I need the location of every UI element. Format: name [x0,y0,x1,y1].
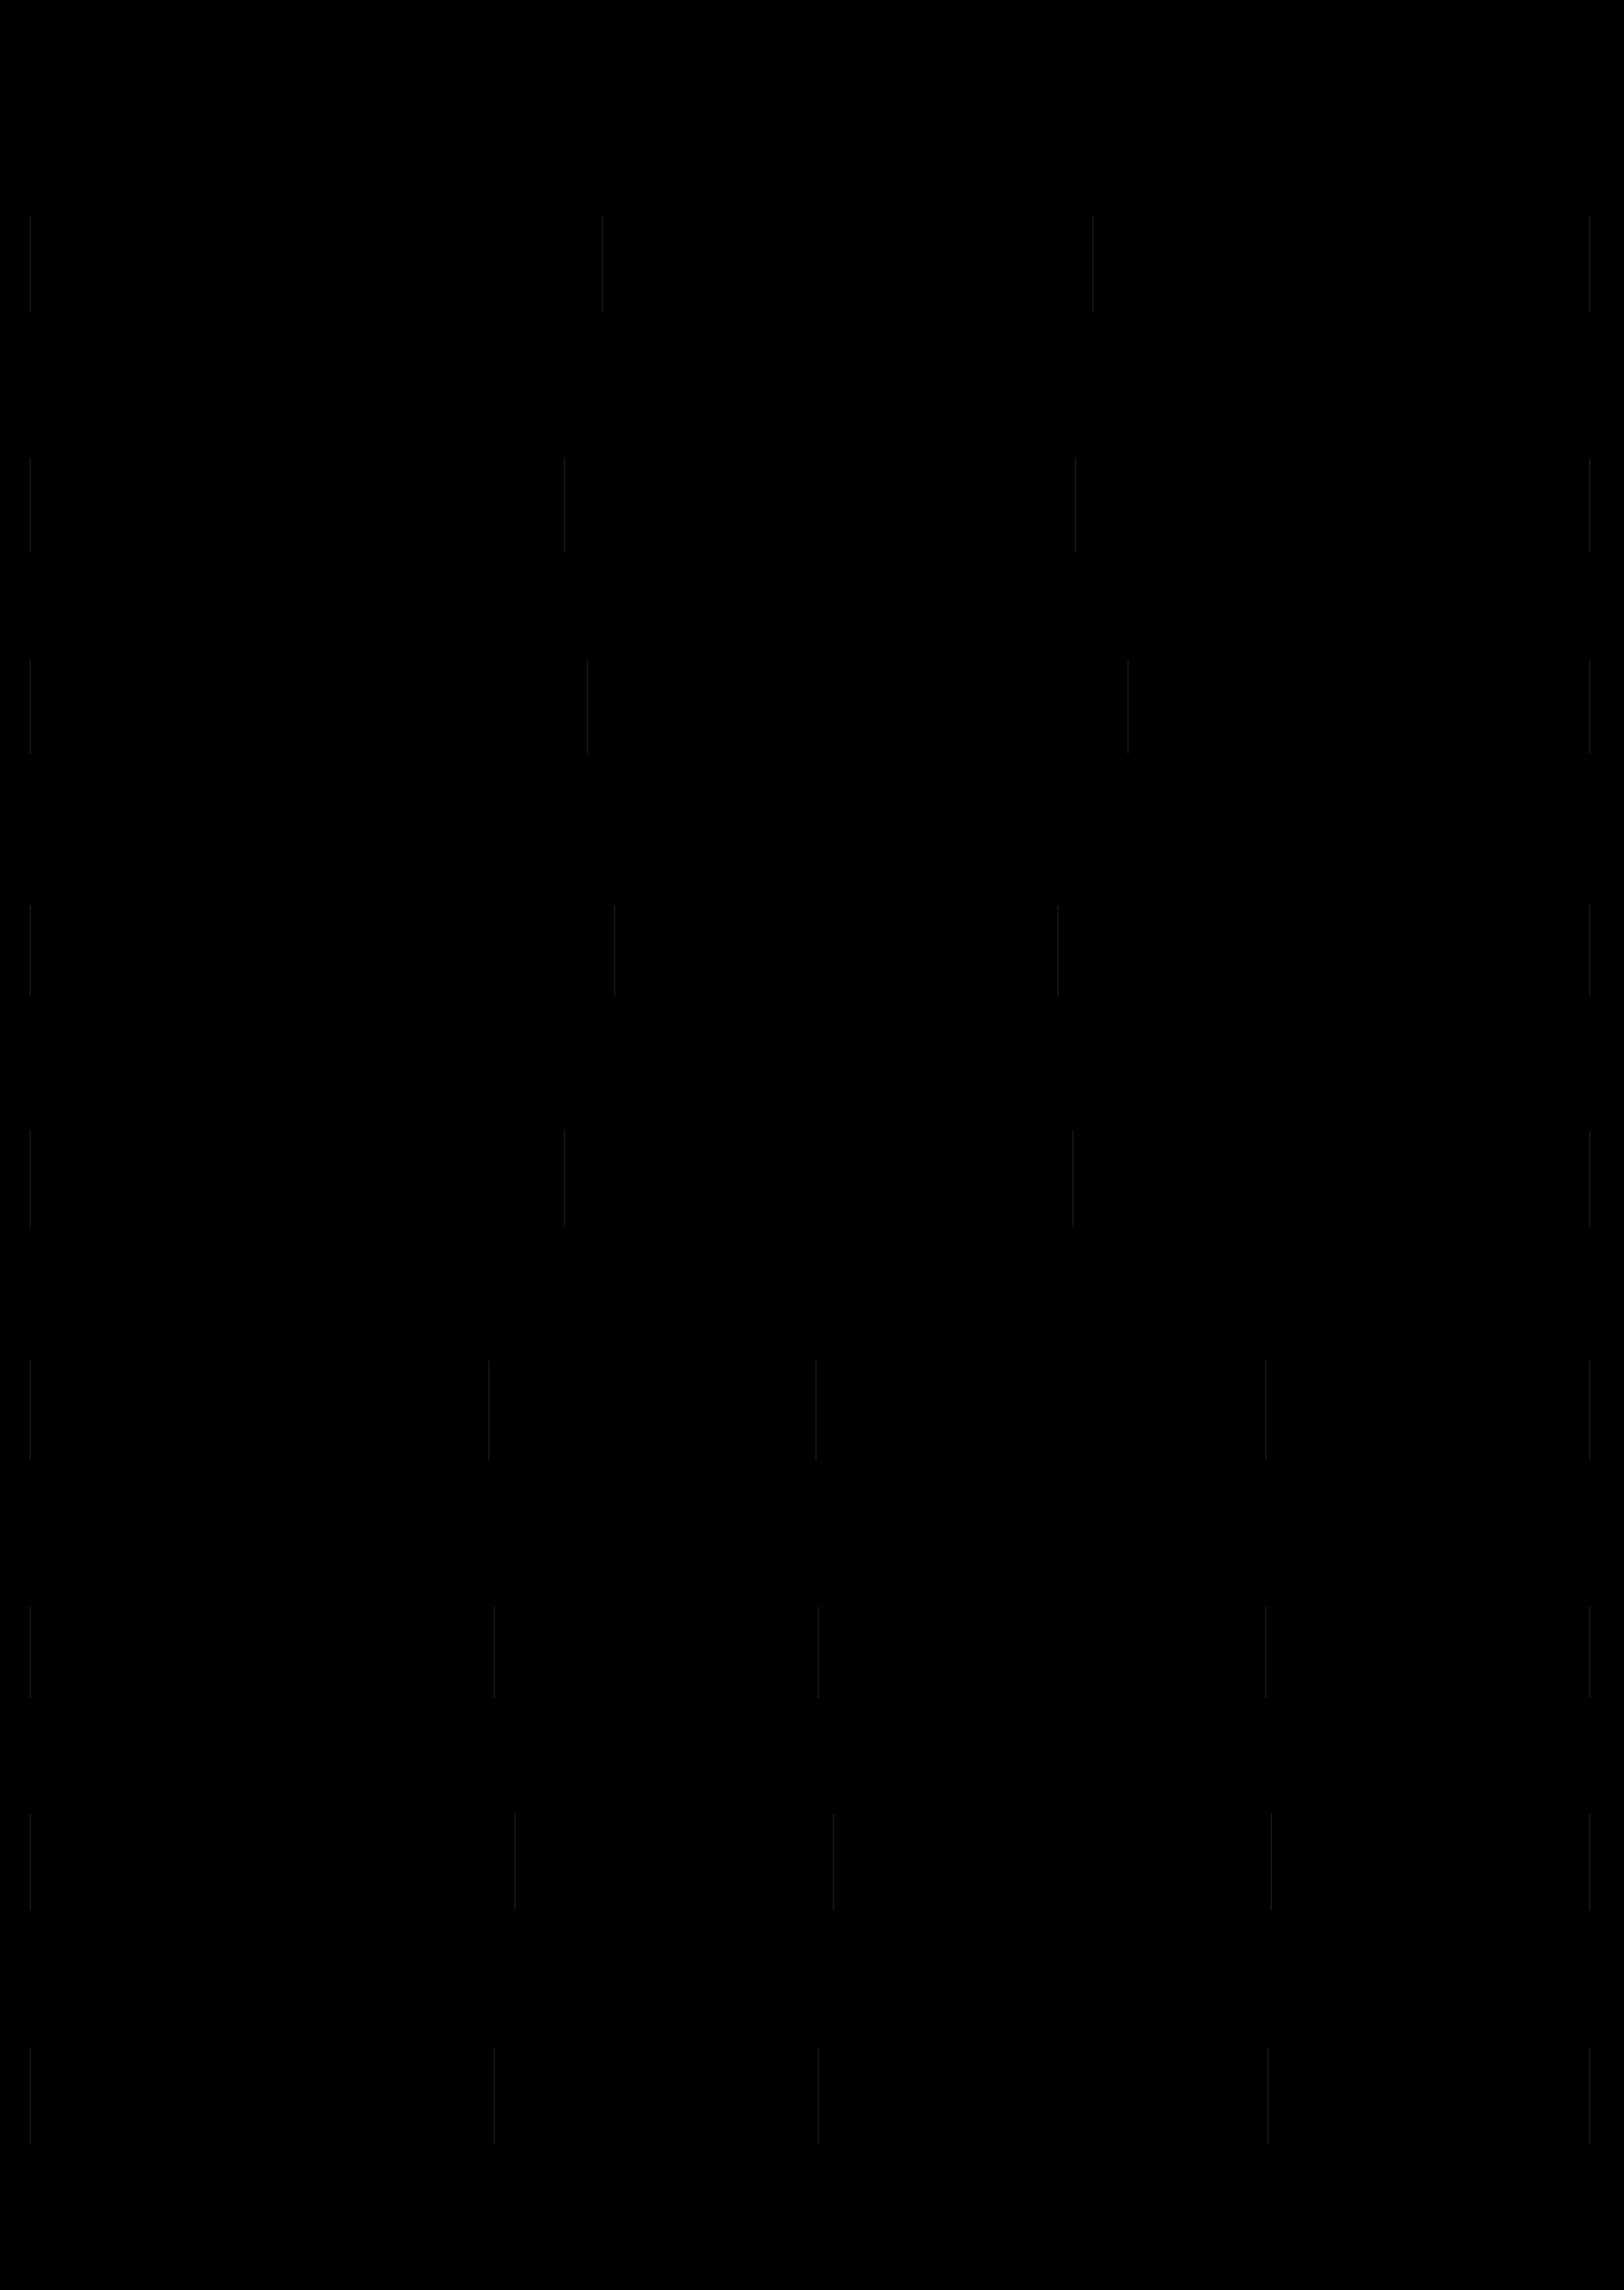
grid-tick [1589,1131,1591,1227]
grid-tick [1072,1131,1074,1227]
grid-tick [1267,2048,1269,2144]
grid-tick [1265,1607,1267,1698]
grid-tick [1271,1814,1272,1910]
grid-tick [494,2048,495,2144]
grid-tick [1075,459,1076,552]
grid-tick [29,1131,31,1227]
grid-tick [1589,1814,1591,1910]
grid-tick [1057,905,1059,996]
grid-tick [1589,2048,1591,2144]
grid-tick [1092,216,1094,312]
grid-tick [602,216,603,312]
grid-tick [1589,1361,1591,1460]
grid-tick [587,660,588,753]
grid-tick [815,1361,817,1460]
grid-tick [29,2048,31,2144]
grid-tick [818,2048,819,2144]
grid-tick [1127,660,1129,753]
grid-tick [1589,905,1591,996]
grid-tick [564,459,565,552]
grid-tick [494,1607,495,1698]
grid-tick [29,1607,31,1698]
grid-tick [614,905,615,996]
grid-tick [29,1361,31,1460]
grid-tick [1589,660,1591,753]
grid-tick [29,459,31,552]
grid-tick [488,1361,490,1460]
grid-tick [29,660,31,753]
grid-tick [29,1814,31,1910]
grid-tick [29,905,31,996]
grid-tick [818,1607,819,1698]
grid-tick [1265,1361,1267,1460]
grid-tick [1589,459,1591,552]
grid-tick [1589,1607,1591,1698]
grid-tick [1589,216,1591,312]
grid-tick [833,1814,834,1910]
grid-tick [514,1814,516,1910]
grid-tick [564,1131,565,1227]
grid-tick [29,216,31,312]
